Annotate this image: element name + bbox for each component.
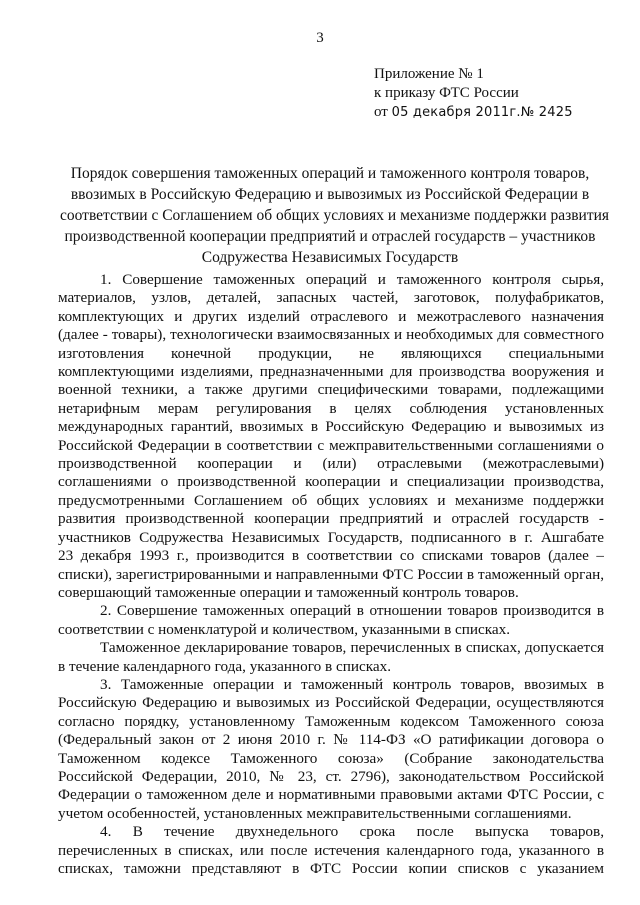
- title-line: соответствии с Соглашением об общих условиях и механизме поддержки развития: [60, 207, 610, 224]
- appendix-order-date: [374, 103, 573, 122]
- paragraph-line: в течение календарного года, указанного в списках.: [58, 657, 392, 675]
- paragraph-line: Федерации о таможенном деле и нормативными правовыми актами ФТС России, с: [58, 786, 604, 804]
- paragraph-line: материалов, узлов, деталей, запасных частей, заготовок, полуфабрикатов,: [58, 289, 604, 307]
- paragraph: [58, 639, 604, 676]
- paragraph-line: Таможенное декларирование товаров, перечисленных в списках, допускается: [100, 639, 604, 657]
- paragraph-line: перечисленных в списках, или после истечения календарного года, указанного в: [58, 841, 604, 859]
- title-line: Содружества Независимых Государств: [201, 249, 459, 266]
- paragraph-line: Российскую Федерацию и вывозимых из Российской Федерации, осуществляются: [58, 694, 604, 712]
- document-title: [60, 163, 610, 268]
- paragraph-line: Таможенном кодексе Таможенного союза» (Собрание законодательства: [58, 749, 604, 767]
- appendix-header: [374, 65, 573, 122]
- appendix-order-ref: к приказу ФТС России: [374, 85, 519, 101]
- paragraph-line: военной техники, а также другими специфическими товарами, подлежащими: [58, 381, 604, 399]
- paragraph: [58, 823, 604, 878]
- paragraph-line: производственной кооперации и (или) отраслевыми (межотраслевыми): [58, 455, 604, 473]
- title-line: Порядок совершения таможенных операций и таможенного контроля товаров,: [70, 165, 590, 182]
- paragraph-line: совершающий таможенные операции и таможенный контроль товаров.: [58, 583, 519, 601]
- appendix-date-prefix: от: [374, 104, 392, 120]
- document-body: [58, 271, 604, 878]
- paragraph-line: согласно порядку, установленному Таможенным кодексом Таможенного союза: [58, 712, 604, 730]
- paragraph: [58, 602, 604, 639]
- paragraph-line: списки), зарегистрированными и направленными ФТС России в таможенный орган,: [58, 565, 604, 583]
- page-number: 3: [316, 30, 324, 46]
- paragraph: [58, 271, 604, 602]
- paragraph-line: соответствии с номенклатурой и количеством, указанными в списках.: [58, 620, 511, 638]
- paragraph-line: (Федеральный закон от 2 июня 2010 г. № 114-ФЗ «О ратификации договора о: [58, 731, 604, 749]
- paragraph-line: 3. Таможенные операции и таможенный контроль товаров, ввозимых в: [100, 675, 604, 693]
- paragraph-line: 2. Совершение таможенных операций в отношении товаров производится в: [100, 602, 604, 620]
- paragraph-line: соглашениями о производственной кооперации и специализации производства,: [58, 473, 604, 491]
- appendix-date-handwritten: 05 декабря 2011г.№ 2425: [391, 105, 573, 120]
- paragraph-line: предусмотренными Соглашением об общих условиях и механизме поддержки: [58, 491, 604, 509]
- appendix-label: Приложение № 1: [374, 66, 484, 82]
- paragraph-line: комплектующими изделиями, предназначенными для производства вооружения и: [58, 363, 604, 381]
- paragraph-line: развития производственной кооперации предприятий и отраслей государств -: [58, 510, 604, 528]
- paragraph-line: (далее - товары), технологически взаимосвязанных и необходимых для совместного: [58, 326, 604, 344]
- paragraph-line: комплектующих и других изделий отраслевого и межотраслевого назначения: [58, 307, 604, 325]
- title-line: производственной кооперации предприятий и отраслей государств – участников: [64, 228, 596, 245]
- paragraph-line: участников Содружества Независимых Государств, подписанного в г. Ашгабате: [58, 528, 604, 546]
- paragraph-line: изготовления конечной продукции, не являющихся специальными: [58, 344, 604, 362]
- paragraph-line: 1. Совершение таможенных операций и таможенного контроля сырья,: [100, 271, 604, 288]
- paragraph-line: Российской Федерации, 2010, № 23, ст. 2796), законодательством Российской: [58, 767, 604, 785]
- title-line: ввозимых в Российскую Федерацию и вывозимых из Российской Федерации в: [70, 186, 590, 203]
- paragraph-line: списках, таможни представляют в ФТС России копии списков с указанием: [58, 860, 604, 877]
- paragraph-line: 23 декабря 1993 г., производится в соответствии со списками товаров (далее –: [58, 547, 604, 565]
- paragraph-line: 4. В течение двухнедельного срока после выпуска товаров,: [100, 823, 604, 841]
- paragraph-line: международных гарантий, ввозимых в Российскую Федерацию и вывозимых из: [58, 418, 604, 436]
- paragraph: [58, 676, 604, 823]
- paragraph-line: Российской Федерации в соответствии с межправительственными соглашениями о: [58, 436, 604, 454]
- paragraph-line: нетарифным мерам регулирования в целях соблюдения установленных: [58, 399, 604, 417]
- paragraph-line: учетом особенностей, установленных межправительственными соглашениями.: [58, 804, 572, 822]
